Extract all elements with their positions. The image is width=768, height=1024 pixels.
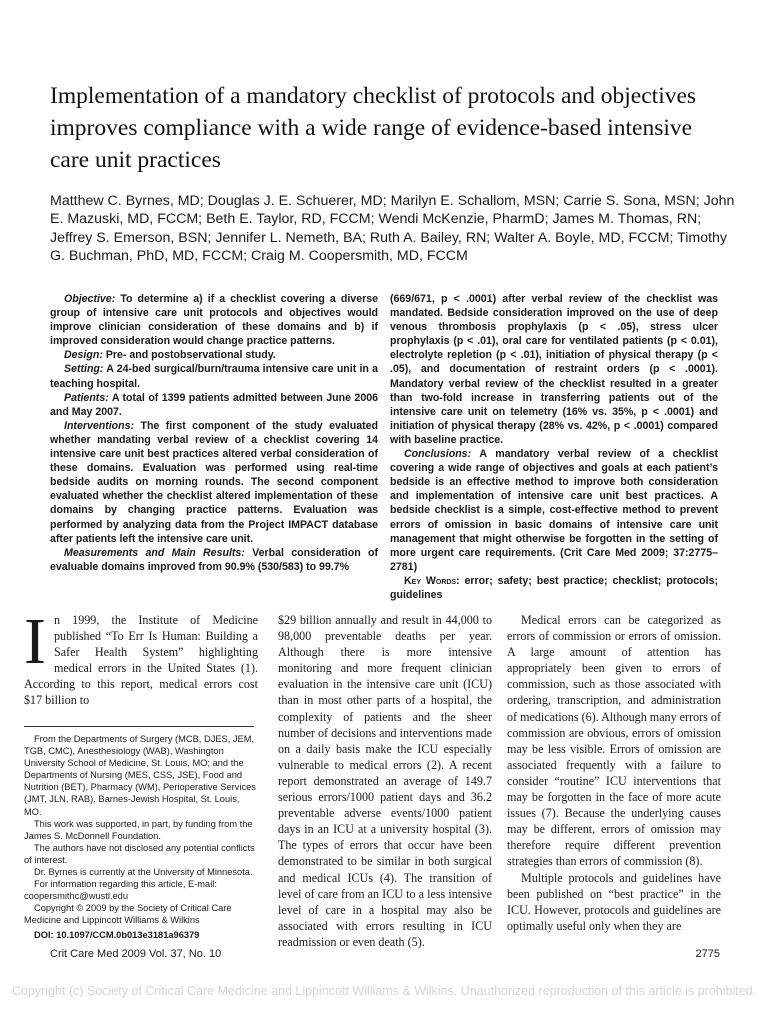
abstract-results-label: Measurements and Main Results: (64, 546, 245, 559)
body-column-3 (507, 612, 721, 934)
abstract-interventions-label: Interventions: (64, 419, 135, 432)
article-title: Implementation of a mandatory checklist of protocols and objectives improves compliance with a wide range of evidence-based intensive care unit practices (50, 83, 697, 173)
abstract-left-column (50, 292, 378, 574)
abstract-patients (50, 391, 378, 419)
abstract-design-label: Design: (64, 349, 103, 362)
abstract-keywords-text: error; safety; best practice; checklist; protocols; guidelines (390, 574, 718, 601)
copyright-notice: Copyright (c) Society of Critical Care Medicine and Lippincott Williams & Wilkins. Unauthorized reproduction of this article is prohibited. (11, 984, 757, 998)
footnote-current-affiliation: Dr. Byrnes is currently at the University of Minnesota. (34, 867, 253, 878)
abstract-setting-text: A 24-bed surgical/burn/trauma intensive care unit in a teaching hospital. (50, 363, 378, 390)
footnote-affiliations: From the Departments of Surgery (MCB, DJES, JEM, TGB, CMC), Anesthesiology (WAB), Washington University School of Medicine, St. Louis, MO; and the Departments of Nursing (MES, CSS, JSE), Food and Nutrition (BET), Pharmacy (WM), Perioperative Services (JMT, JLN, RAB), Barnes-Jewish Hospital, St. Louis, MO. (24, 734, 256, 817)
abstract-setting-label: Setting: (64, 363, 104, 376)
intro-paragraph (24, 605, 258, 709)
abstract-patients-text: A total of 1399 patients admitted between June 2006 and May 2007. (50, 391, 378, 418)
abstract-keywords-label: Key Words: (404, 574, 460, 587)
footnote-funding: This work was supported, in part, by funding from the James S. McDonnell Foundation. (24, 818, 253, 841)
abstract-right-column (390, 292, 718, 602)
author-list: Matthew C. Byrnes, MD; Douglas J. E. Schuerer, MD; Marilyn E. Schallom, MSN; Carrie S. Sona, MSN; John E. Mazuski, MD, FCCM; Beth E. Taylor, RD, FCCM; Wendi McKenzie, PharmD; James M. Thomas, RN; Jeffrey S. Emerson, BSN; Jennifer L. Nemeth, BA; Ruth A. Bailey, RN; Walter A. Boyle, MD, FCCM; Timothy G. Buchman, PhD, MD, FCCM; Craig M. Coopersmith, MD, FCCM (50, 193, 735, 264)
body-column-2 (278, 612, 492, 950)
page-number: 2775 (695, 948, 720, 960)
abstract-patients-label: Patients: (64, 391, 109, 404)
abstract-design (50, 348, 378, 362)
abstract-keywords (390, 574, 718, 602)
abstract-interventions-text: The first component of the study evaluated whether mandating verbal review of a checklist covering 14 intensive care unit best practices altered verbal consideration of these domains. Evaluation was performed using real-time bedside audits on morning rounds. The second component evaluated whether the checklist altered implementation of these domains by changing practice patterns. Evaluation was performed by analyzing data from the Project IMPACT database after patients left the intensive care unit. (50, 419, 378, 545)
body-paragraph: Medical errors can be categorized as errors of commission or errors of omission. A large amount of attention has appropriately been given to errors of commission, such as those associated with ordering, transcription, and administration of medications (6). Although many errors of commission are obvious, errors of omission may be less visible. Errors of omission are associated frequently with a failure to consider “routine” ICU interventions that may be forgotten in the face of more acute issues (7). Because the underlying causes may be different, errors of omission may therefore require different prevention strategies than errors of commission (8). (507, 613, 721, 869)
footnote-doi: DOI: 10.1097/CCM.0b013e3181a96379 (34, 929, 200, 940)
abstract-conclusions-text: A mandatory verbal review of a checklist covering a wide range of objectives and goals at each patient’s bedside is an effective method to improve both consideration and implementation of intensive care unit best practices. A bedside checklist is a simple, cost-effective method to prevent errors of omission in basic domains of intensive care unit management that might otherwise be forgotten in the setting of more urgent care requirements. (Crit Care Med 2009; 37:2775–2781) (390, 448, 718, 573)
abstract-conclusions-label: Conclusions: (404, 448, 472, 461)
abstract-results-continued: (669/671, p < .0001) after verbal review of the checklist was mandated. Bedside consideration improved on the use of deep venous thrombosis prophylaxis (p < .05), stress ulcer prophylaxis (p < .01), oral care for ventilated patients (p < 0.01), electrolyte repletion (p < .01), initiation of physical therapy (p < .05), and documentation of restraint orders (p < .0001). Mandatory verbal review of the checklist resulted in a greater than two-fold increase in transferring patients out of the intensive care unit on telemetry (16% vs. 35%, p < .0001) and initiation of physical therapy (28% vs. 42%, p < .0001) compared with baseline practice. (390, 293, 718, 446)
body-column-1 (24, 605, 258, 709)
footnote-conflicts: The authors have not disclosed any potential conflicts of interest. (24, 842, 255, 865)
abstract-design-text: Pre- and postobservational study. (105, 349, 276, 362)
footnotes (24, 733, 258, 941)
abstract-objective-text: To determine a) if a checklist covering a diverse group of intensive care unit protocols and objectives would improve clinician consideration of these domains and b) if improved consideration would change practice patterns. (50, 293, 378, 348)
abstract-objective-label: Objective: (64, 293, 116, 305)
footnote-copyright: Copyright © 2009 by the Society of Critical Care Medicine and Lippincott Williams & Wilkins (24, 903, 232, 926)
abstract-results-text: Verbal consideration of evaluable domains improved from 90.9% (530/583) to 99.7% (50, 546, 378, 573)
abstract-results (50, 546, 378, 574)
body-paragraph: Multiple protocols and guidelines have been published on “best practice” in the ICU. However, protocols and guidelines are optimally useful only when they are (507, 870, 721, 933)
journal-citation: Crit Care Med 2009 Vol. 37, No. 10 (50, 948, 222, 960)
footnote-divider (24, 726, 254, 727)
abstract-interventions (50, 419, 378, 546)
abstract-setting (50, 362, 378, 390)
footnote-contact: For information regarding this article, E-mail: coopersmithc@wustl.edu (24, 879, 217, 902)
intro-paragraph-text: n 1999, the Institute of Medicine published “To Err Is Human: Building a Safer Health System” highlighting medical errors in the United States (1). According to this report, medical errors cost $17 billion to (24, 613, 258, 708)
body-paragraph: $29 billion annually and result in 44,000 to 98,000 preventable deaths per year. Although there is more intensive monitoring and more frequent clinician evaluation in the intensive care unit (ICU) than in most other parts of a hospital, the complexity of patients and the sheer number of decisions and interventions made on a daily basis make the ICU especially vulnerable to medical errors (2). A recent report demonstrated an average of 149.7 serious errors/1000 patient days and 36.2 preventable adverse events/1000 patient days in an ICU at a university hospital (3). The types of errors that occur have been demonstrated to be similar in both surgical and medical ICUs (4). The transition of level of care from an ICU to a less intensive level of care in a hospital may also be associated with errors resulting in ICU readmission or even death (5). (278, 613, 492, 949)
drop-cap: I (24, 605, 46, 678)
abstract-conclusions (390, 447, 718, 574)
abstract-objective (50, 292, 378, 348)
